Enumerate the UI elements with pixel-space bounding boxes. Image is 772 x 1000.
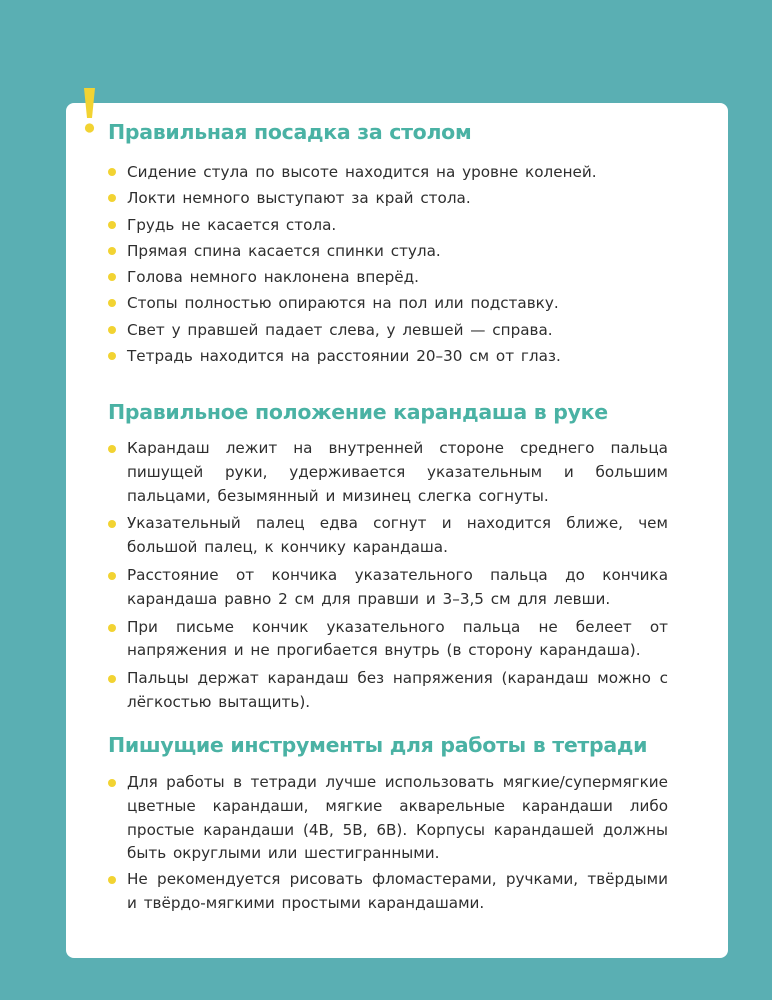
dot-bullet-icon bbox=[108, 299, 116, 307]
list-item: Пальцы держат карандаш без напряжения (карандаш можно с лёгкостью вытащить). bbox=[108, 667, 668, 715]
list-item: Расстояние от кончика указательного пальца до кончика карандаша равно 2 см для правши и 3–3,5 см для левши. bbox=[108, 564, 668, 612]
list-item: Локти немного выступают за край стола. bbox=[108, 185, 668, 211]
dot-bullet-icon bbox=[108, 326, 116, 334]
dot-bullet-icon bbox=[108, 247, 116, 255]
dot-bullet-icon bbox=[108, 194, 116, 202]
list-item: Грудь не касается стола. bbox=[108, 212, 668, 238]
dot-bullet-icon bbox=[108, 352, 116, 360]
exclamation-mark-icon bbox=[80, 86, 100, 136]
writing-tools-list bbox=[108, 771, 668, 918]
dot-bullet-icon bbox=[108, 624, 116, 632]
pencil-grip-list bbox=[108, 437, 668, 719]
list-item: При письме кончик указательного пальца не белеет от напряжения и не прогибается внутрь (в сторону карандаша). bbox=[108, 616, 668, 664]
list-item: Не рекомендуется рисовать фломастерами, ручками, твёрдыми и твёрдо-мягкими простыми карандашами. bbox=[108, 868, 668, 916]
section-title-seating: Правильная посадка за столом bbox=[108, 120, 472, 144]
list-item: Стопы полностью опираются на пол или подставку. bbox=[108, 290, 668, 316]
list-item: Карандаш лежит на внутренней стороне среднего пальца пишущей руки, удерживается указательным и большим пальцами, безымянный и мизинец слегка согнуты. bbox=[108, 437, 668, 508]
list-item: Указательный палец едва согнут и находится ближе, чем большой палец, к кончику карандаша. bbox=[108, 512, 668, 560]
section-title-writing-tools: Пишущие инструменты для работы в тетради bbox=[108, 733, 648, 757]
section-title-pencil-grip: Правильное положение карандаша в руке bbox=[108, 400, 608, 424]
dot-bullet-icon bbox=[108, 675, 116, 683]
dot-bullet-icon bbox=[108, 168, 116, 176]
seating-list bbox=[108, 159, 668, 369]
dot-bullet-icon bbox=[108, 445, 116, 453]
list-item: Тетрадь находится на расстоянии 20–30 см от глаз. bbox=[108, 343, 668, 369]
dot-bullet-icon bbox=[108, 221, 116, 229]
dot-bullet-icon bbox=[108, 520, 116, 528]
list-item: Голова немного наклонена вперёд. bbox=[108, 264, 668, 290]
list-item: Сидение стула по высоте находится на уровне коленей. bbox=[108, 159, 668, 185]
dot-bullet-icon bbox=[108, 273, 116, 281]
dot-bullet-icon bbox=[108, 779, 116, 787]
list-item: Прямая спина касается спинки стула. bbox=[108, 238, 668, 264]
list-item: Для работы в тетради лучше использовать мягкие/супермягкие цветные карандаши, мягкие акварельные карандаши либо простые карандаши (4B, 5B, 6B). Корпусы карандашей должны быть округлыми или шестигранными. bbox=[108, 771, 668, 866]
list-item: Свет у правшей падает слева, у левшей — справа. bbox=[108, 317, 668, 343]
dot-bullet-icon bbox=[108, 572, 116, 580]
dot-bullet-icon bbox=[108, 876, 116, 884]
